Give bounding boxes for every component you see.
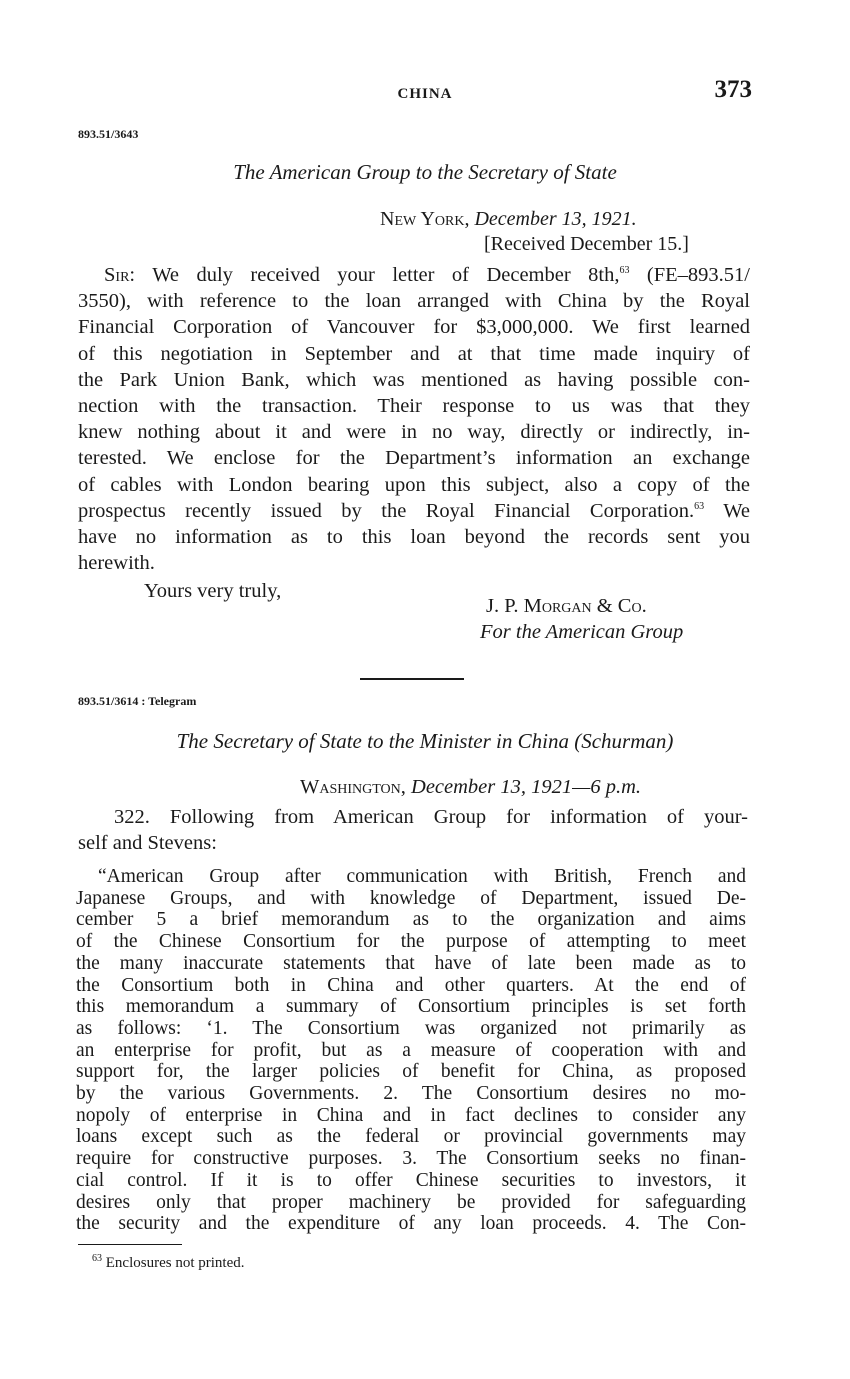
quote-line: this memorandum a summary of Consortium principles is set forth	[76, 996, 746, 1018]
footnote-ref: 63	[619, 265, 630, 277]
page-number: 373	[714, 76, 752, 103]
doc2-intro-line: self and Stevens:	[78, 832, 217, 855]
doc2-quote	[76, 866, 746, 1235]
quote-line: require for constructive purposes. 3. The Consortium seeks no finan-	[76, 1148, 746, 1170]
doc1-body-line: have no information as to this loan beyond the records sent you	[78, 526, 750, 549]
quote-line: the Consortium both in China and other quarters. At the end of	[76, 974, 746, 996]
footnote-number: 63	[92, 1253, 102, 1264]
quote-line: by the various Governments. 2. The Consortium desires no mo-	[76, 1083, 746, 1105]
doc1-date: December 13, 1921.	[474, 208, 637, 230]
doc2-intro-line: 322. Following from American Group for information of your-	[114, 806, 748, 828]
salutation: Sir:	[104, 264, 136, 286]
quote-line: cember 5 a brief memorandum as to the organization and aims	[76, 909, 746, 931]
quote-line: nopoly of enterprise in China and in fact declines to consider any	[76, 1104, 746, 1126]
doc1-body-line: nection with the transaction. Their response to us was that they	[78, 395, 750, 418]
signature-name: J. P. Morgan & Co.	[486, 595, 647, 617]
text-span: (FE–893.51/	[646, 264, 750, 286]
doc1-place: New York,	[380, 208, 470, 230]
footnote-text: Enclosures not printed.	[105, 1255, 245, 1271]
doc1-body-line: herewith.	[78, 552, 155, 575]
footnote-ref: 63	[694, 501, 705, 512]
footnote-rule	[78, 1244, 182, 1245]
quote-line: the security and the expenditure of any loan proceeds. 4. The Con-	[76, 1213, 746, 1235]
doc2-dateline	[300, 776, 641, 799]
quote-line: cial control. If it is to offer Chinese securities to investors, it	[76, 1169, 746, 1191]
doc1-body	[78, 262, 750, 576]
quote-line: the many inaccurate statements that have of late been made as to	[76, 952, 746, 974]
quote-line: Japanese Groups, and with knowledge of Department, issued De-	[76, 887, 746, 909]
doc2-title	[0, 729, 850, 754]
doc1-body-line: knew nothing about it and were in no way, directly or indirectly, in-	[78, 421, 750, 444]
doc1-body-line	[78, 262, 750, 288]
doc1-title: The American Group to the Secretary of State	[233, 160, 617, 184]
quote-line: “American Group after communication with British, French and	[98, 866, 746, 887]
running-title: CHINA	[397, 86, 453, 102]
footnote	[92, 1255, 244, 1272]
quote-line: as follows: ‘1. The Consortium was organized not primarily as	[76, 1017, 746, 1039]
doc2-date: December 13, 1921—6 p.m.	[411, 776, 642, 798]
doc1-body-line: Financial Corporation of Vancouver for $3,000,000. We first learned	[78, 316, 750, 339]
doc1-body-line: the Park Union Bank, which was mentioned as having possible con-	[78, 368, 750, 391]
doc2-title-paren: (Schurman)	[574, 729, 674, 753]
quote-line: of the Chinese Consortium for the purpose of attempting to meet	[76, 931, 746, 953]
quote-line: loans except such as the federal or provincial governments may	[76, 1126, 746, 1148]
doc1-body-line: of this negotiation in September and at that time made inquiry of	[78, 342, 750, 365]
quote-line: an enterprise for profit, but as a measure of cooperation with and	[76, 1039, 746, 1061]
doc1-file-number: 893.51/3643	[78, 127, 139, 141]
doc1-body-line: terested. We enclose for the Department’s information an exchange	[78, 447, 750, 470]
doc1-dateline	[380, 208, 637, 231]
section-divider	[360, 678, 464, 680]
doc2-file-number: 893.51/3614 : Telegram	[78, 694, 197, 708]
quote-line: desires only that proper machinery be provided for safeguarding	[76, 1191, 746, 1213]
text-span: We	[723, 499, 750, 522]
closing: Yours very truly,	[144, 580, 282, 602]
doc1-body-line: 3550), with reference to the loan arranged with China by the Royal	[78, 290, 750, 313]
text-span: prospectus recently issued by the Royal Financial Corporation.	[78, 499, 695, 522]
doc2-place: Washington,	[300, 776, 406, 798]
text-span: We duly received your letter of December 8th,	[152, 264, 620, 286]
signature-for: For the American Group	[480, 621, 684, 643]
doc2-intro	[78, 804, 748, 856]
doc1-received: [Received December 15.]	[484, 233, 689, 255]
quote-line: support for, the larger policies of benefit for China, as proposed	[76, 1061, 746, 1083]
doc2-title-main: The Secretary of State to the Minister in China	[176, 729, 569, 753]
doc1-body-line	[78, 498, 750, 524]
doc1-body-line: of cables with London bearing upon this subject, also a copy of the	[78, 473, 750, 496]
